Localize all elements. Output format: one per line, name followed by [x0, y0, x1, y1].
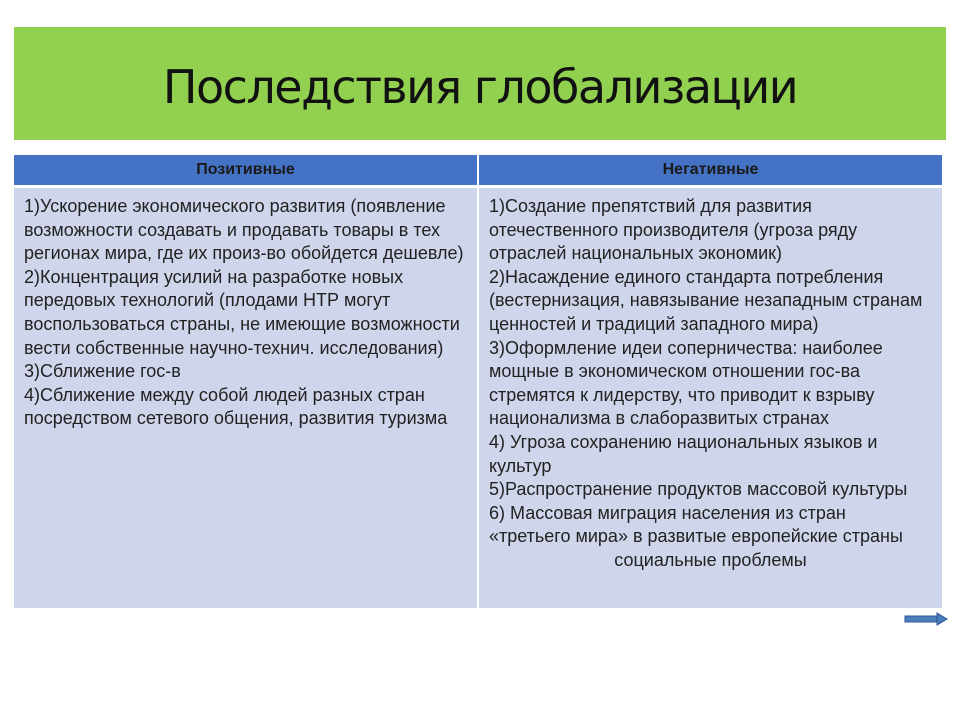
negative-item: 3)Оформление идеи соперничества: наиболее мощные в экономическом отношении гос-ва стремятся к лидерству, что приводит к взрыву национализма в слаборазвитых странах — [489, 337, 883, 429]
right-arrow-icon[interactable] — [904, 612, 948, 626]
negative-item: 2)Насаждение единого стандарта потребления (вестернизация, навязывание незападным странам ценностей и традиций западного мира) — [489, 266, 923, 334]
table-header-row — [14, 155, 942, 187]
positive-list — [24, 195, 467, 431]
table-body-row — [14, 187, 942, 609]
slide-title: Последствия глобализации — [162, 59, 798, 114]
negative-cell — [478, 187, 942, 609]
negative-item: 5)Распространение продуктов массовой культуры — [489, 479, 908, 500]
negative-item: 1)Создание препятствий для развития отечественного производителя (угроза ряду отраслей национальных экономик) — [489, 196, 858, 264]
header-positive: Позитивные — [14, 155, 478, 187]
consequences-table — [14, 155, 942, 608]
positive-item: 3)Сближение гос-в — [24, 361, 181, 382]
positive-item: 2)Концентрация усилий на разработке новых передовых технологий (плодами НТР могут воспользоваться страны, не имеющие возможности вести собственные научно-технич. исследования) — [24, 266, 460, 358]
header-negative: Негативные — [478, 155, 942, 187]
negative-item: 6) Массовая миграция населения из стран «третьего мира» в развитые европейские страны — [489, 502, 903, 547]
title-banner — [14, 27, 946, 140]
negative-item: 4) Угроза сохранению национальных языков и культур — [489, 431, 878, 476]
negative-item-continuation: социальные проблемы — [614, 549, 807, 570]
positive-item: 4)Сближение между собой людей разных стран посредством сетевого общения, развития туризма — [24, 384, 448, 429]
positive-cell — [14, 187, 478, 609]
negative-list — [489, 195, 932, 573]
positive-item: 1)Ускорение экономического развития (появление возможности создавать и продавать товары в тех регионах мира, где их произ-во обойдется дешевле) — [24, 196, 464, 264]
